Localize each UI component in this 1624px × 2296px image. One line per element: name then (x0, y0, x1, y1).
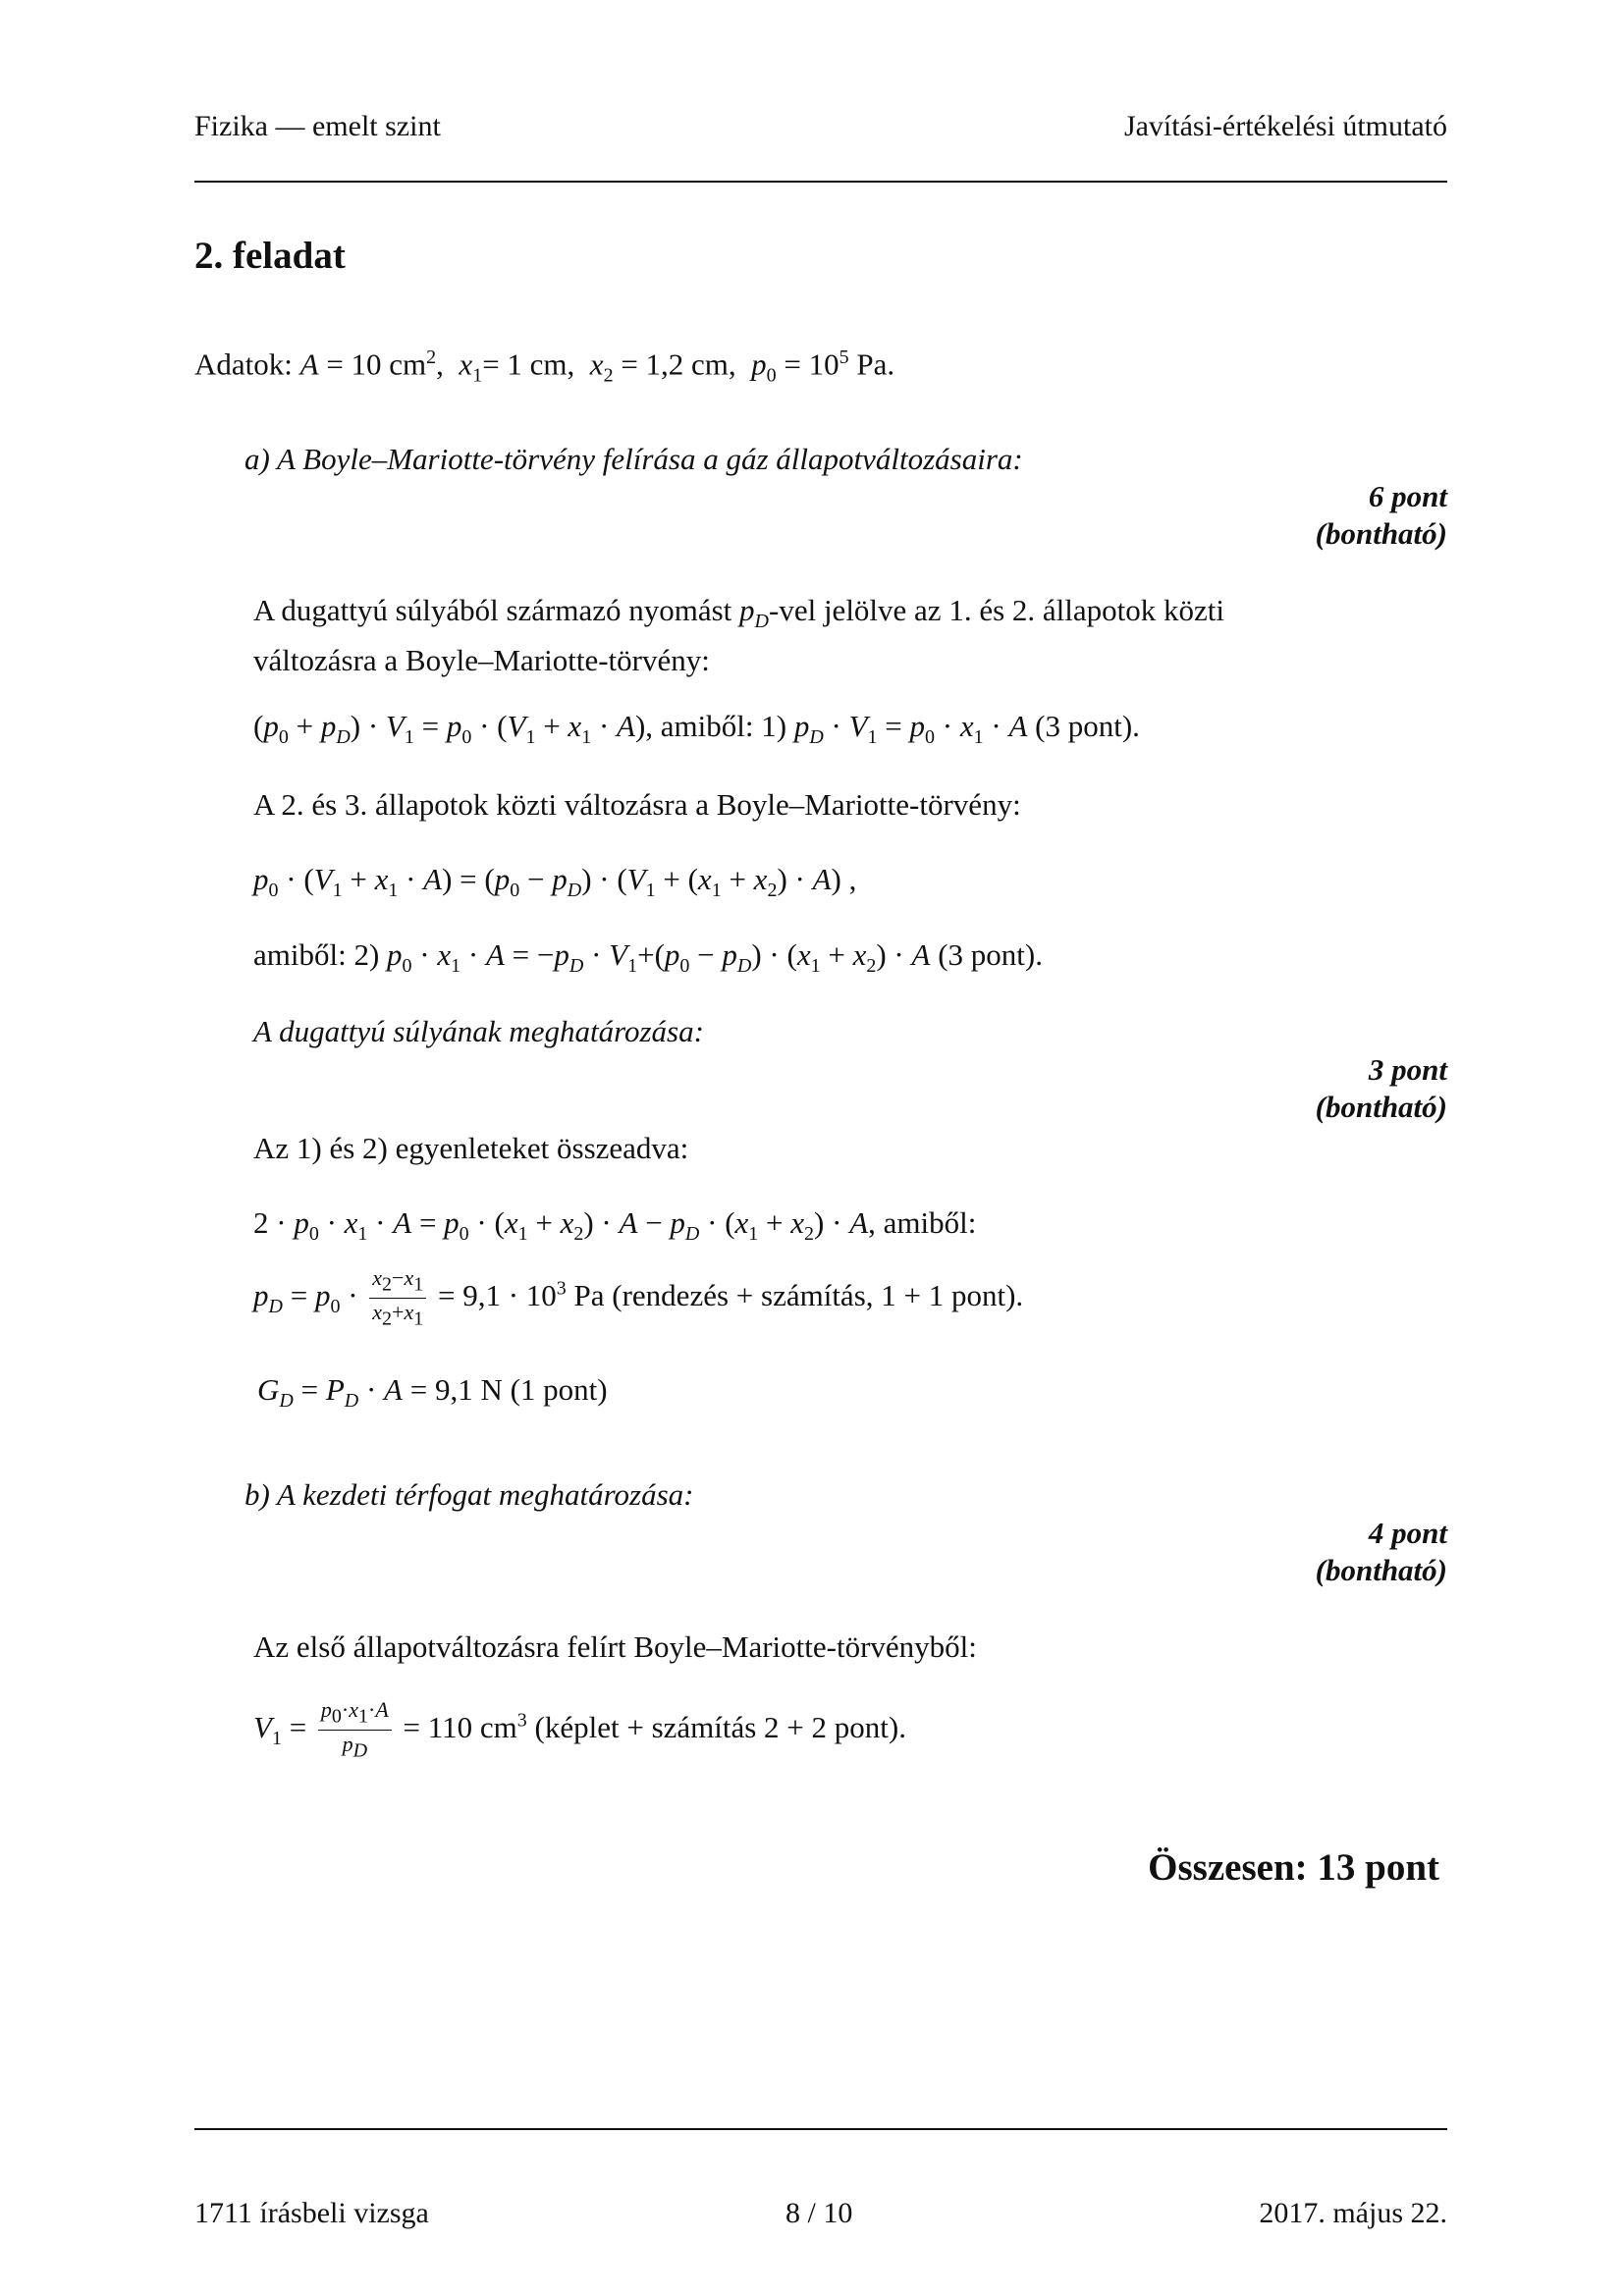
footer-exam-code: 1711 írásbeli vizsga (194, 2197, 429, 2229)
equation-1: $(p_0 + p_D) \cdot V_1 = p_0 \cdot (V_1 + x_1 \cdot A)$, amiből: 1) $p_D \cdot V_1 = p_0 \cdot x_1 \cdot A$ (3 pont). (253, 709, 1140, 749)
v1-fraction: $\frac{p_0\cdot x_1\cdot A}{p_D}$ (318, 1698, 392, 1763)
given-data: Adatok: A = 10 $cm^2$, $x_1= 1$ cm, $x_2 = 1,2$ cm, $p_0 = 10^5$ Pa. (194, 347, 895, 387)
section-a-points: 6 pont (bontható) (1315, 479, 1447, 551)
header-doc-type: Javítási-értékelési útmutató (1123, 110, 1447, 142)
gd-result-equation: $G_D = P_D \cdot A = 9,1$ N (1 pont) (257, 1372, 608, 1413)
footer-divider (194, 2128, 1447, 2130)
footer-page-number: 8 / 10 (785, 2197, 853, 2229)
weight-heading: A dugattyú súlyának meghatározása: (253, 1014, 704, 1048)
equation-3: $2 \cdot p_0 \cdot x_1 \cdot A = p_0 \cdot (x_1 + x_2) \cdot A - p_D \cdot (x_1 + x_2) \cdot A$, amiből: (253, 1205, 977, 1246)
header-divider (194, 181, 1447, 183)
state-23-text: A 2. és 3. állapotok közti változásra a Boyle–Mariotte-törvény: (253, 787, 1021, 822)
v1-result-equation: $V_1$ = $\frac{p_0\cdot x_1\cdot A}{p_D}$ = 110 $cm^3$ (képlet + számítás 2 + 2 pont). (253, 1697, 906, 1762)
sum-equations-text: Az 1) és 2) egyenleteket összeadva: (253, 1131, 689, 1165)
equation-2-result: amiből: 2) $p_0 \cdot x_1 \cdot A = -p_D \cdot V_1+(p_0 - p_D) \cdot (x_1 + x_2) \cdot A$ (3 pont). (253, 937, 1043, 978)
pd-fraction: $\frac{x_2-x_1}{x_2+x_1}$ (369, 1266, 426, 1331)
equation-2: $p_0 \cdot (V_1 + x_1 \cdot A) = (p_0 - p_D) \cdot (V_1 + (x_1 + x_2) \cdot A)$ , (253, 862, 857, 902)
section-b-heading: b) A kezdeti térfogat meghatározása: (244, 1477, 694, 1512)
section-a-heading: a) A Boyle–Mariotte-törvény felírása a gáz állapotváltozásaira: (244, 442, 1023, 476)
section-a-intro: A dugattyú súlyából származó nyomást $p_D$-vel jelölve az 1. és 2. állapotok közti változásra a Boyle–Mariotte-törvény: (253, 593, 1224, 678)
task-title: 2. feladat (194, 235, 346, 277)
footer-date: 2017. május 22. (1259, 2197, 1447, 2229)
pd-result-equation: $p_D = p_0$ · $\frac{x_2-x_1}{x_2+x_1}$ = $9,1 \cdot 10^3$ Pa (rendezés + számítás, 1 + 1 pont). (253, 1265, 1024, 1330)
section-b-intro: Az első állapotváltozásra felírt Boyle–Mariotte-törvényből: (253, 1629, 977, 1664)
section-b-points: 4 pont (bontható) (1315, 1516, 1447, 1587)
weight-points: 3 pont (bontható) (1315, 1052, 1447, 1124)
header-subject: Fizika — emelt szint (194, 110, 441, 142)
total-points: Összesen: 13 pont (1148, 1846, 1439, 1889)
